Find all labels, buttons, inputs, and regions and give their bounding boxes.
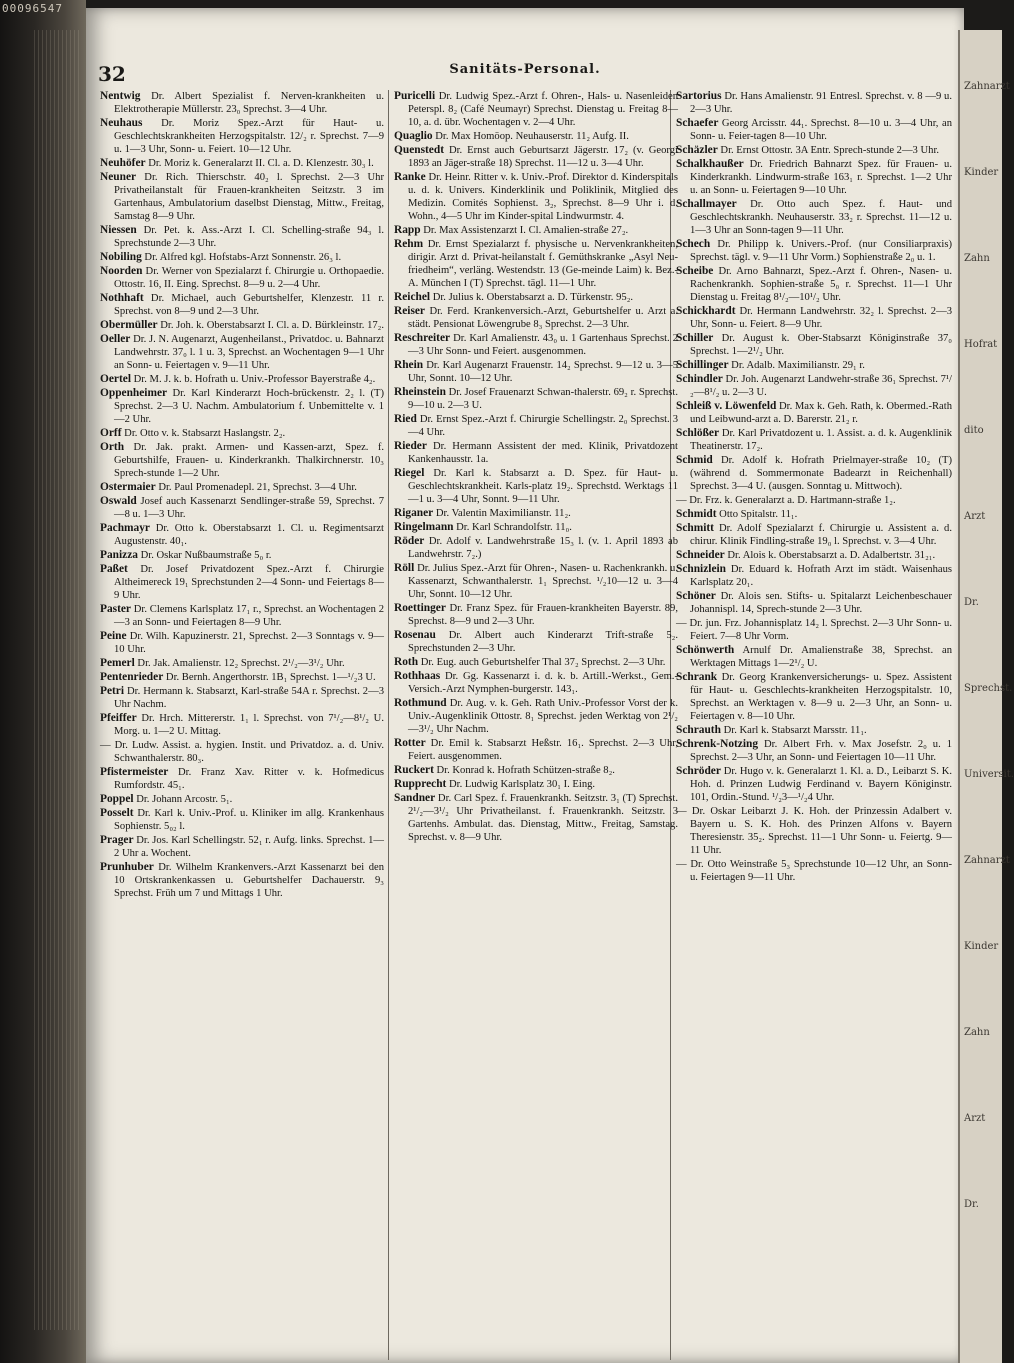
- book-gutter: [0, 0, 86, 1363]
- directory-entry: [394, 90, 678, 129]
- column-middle: [394, 90, 678, 845]
- entry-text: Dr. Max k. Geh. Rath, k. Obermed.-Rath und Leibwund-arzt a. D. Barerstr. 21₂ r.: [690, 401, 952, 425]
- entry-text: Dr. Jak. Amalienstr. 12₂ Sprechst. 2¹/₂—3¹/₂ Uhr.: [134, 658, 345, 669]
- entry-text: Dr. Adolf k. Hofrath Prielmayer-straße 10₂ (T) (während d. Sommermonate Badearzt in Reichenhall) Sprechst. 3—4 U. (ausgen. Sonntag u. Mittwoch).: [690, 455, 952, 492]
- directory-entry: [676, 549, 952, 562]
- entry-text: Dr. Heinr. Ritter v. k. Univ.-Prof. Direktor d. Kinderspitals u. d. k. Univers. Kinderklinik und Poliklinik, Mitglied des Medizin. Comités Sophienst. 3₂, Sprechst. 8—9 Uhr i. d. Wohn., 4—5 Uhr im Kinder-spital Lindwurmstr. 4.: [408, 172, 678, 222]
- entry-text: Dr. Konrad k. Hofrath Schützen-straße 8₂.: [433, 765, 615, 776]
- entry-name: Schmidt: [676, 508, 717, 520]
- entry-name: Schröder: [676, 765, 721, 777]
- directory-entry: [100, 834, 384, 860]
- entry-text: Dr. Karl Kinderarzt Hoch-brückenstr. 2₂ l. (T) Sprechst. 2—3 U. Nachm. Ambulatorium f. Unbemittelte v. 1—2 Uhr.: [114, 388, 384, 425]
- edge-fragment: Arzt: [964, 1113, 986, 1124]
- entry-text: Dr. Hans Amalienstr. 91 Entresl. Sprechst. v. 8 —9 u. 2—3 Uhr.: [690, 91, 952, 115]
- entry-name: Ranke: [394, 171, 426, 183]
- edge-fragment: Sprechst.: [964, 683, 1013, 694]
- directory-entry: [100, 549, 384, 562]
- directory-entry: [394, 764, 678, 777]
- entry-name: Neuhöfer: [100, 157, 146, 169]
- entry-name: Schmitt: [676, 522, 714, 534]
- entry-name: Oeller: [100, 333, 131, 345]
- entry-name: Ostermaier: [100, 481, 156, 493]
- entry-text: Dr. Albert auch Kinderarzt Trift-straße 5₂. Sprechstunden 2—3 Uhr.: [408, 630, 678, 654]
- entry-text: Dr. Wilhelm Krankenvers.-Arzt Kassenarzt bei den 10 Ortskrankenkassen u. Geburtshelfer Dachauerstr. 9₃ Sprechst. Früh um 7 und Mittags 1 Uhr.: [114, 862, 384, 899]
- entry-name: Schrenk-Notzing: [676, 738, 759, 750]
- directory-entry: [100, 766, 384, 792]
- edge-fragment: Arzt: [964, 511, 986, 522]
- directory-entry: [100, 793, 384, 806]
- entry-name: Nothhaft: [100, 292, 144, 304]
- edge-fragment: Dr.: [964, 1199, 979, 1210]
- entry-name: Ried: [394, 413, 417, 425]
- entry-text: Dr. Karl Augenarzt Frauenstr. 14₂ Sprechst. 9—12 u. 3—5 Uhr, Sonnt. 10—12 Uhr.: [408, 360, 678, 384]
- directory-entry: [676, 724, 952, 737]
- entry-name: Rothhaas: [394, 670, 441, 682]
- entry-name: Rheinstein: [394, 386, 446, 398]
- entry-text: Dr. Albert Frh. v. Max Josefstr. 2₀ u. 1 Sprechst. 2—3 Uhr, an Sonn- und Feiertagen 10—11 Uhr.: [690, 739, 952, 763]
- entry-text: Dr. Valentin Maximilianstr. 11₂.: [433, 508, 571, 519]
- entry-text: Dr. Johann Arcostr. 5₁.: [133, 794, 233, 805]
- entry-name: Rapp: [394, 224, 421, 236]
- directory-entry: [100, 333, 384, 372]
- directory-entry: [394, 670, 678, 696]
- entry-text: Dr. August k. Ober-Stabsarzt Königinstraße 37₀ Sprechst. 1—2¹/₂ Uhr.: [690, 333, 952, 357]
- entry-name: Riegel: [394, 467, 425, 479]
- edge-fragment: Hofrat: [964, 339, 998, 350]
- directory-entry: [394, 521, 678, 534]
- directory-entry: [676, 198, 952, 237]
- entry-name: Neuner: [100, 171, 137, 183]
- directory-entry: [676, 117, 952, 143]
- entry-text: Dr. Hermann k. Stabsarzt, Karl-straße 54A r. Sprechst. 2—3 Uhr Nachm.: [114, 686, 384, 710]
- entry-name: Pemerl: [100, 657, 135, 669]
- entry-name: Schillinger: [676, 359, 729, 371]
- directory-entry: [100, 441, 384, 480]
- book-page: [86, 8, 964, 1363]
- entry-name: Noorden: [100, 265, 143, 277]
- entry-text: Dr. Aug. v. k. Geh. Rath Univ.-Professor Vorst der k. Univ.-Augenklinik Ottostr. 8₁ Sprechst. jeden Werktag von 2¹/₂—3¹/₂ Uhr Nachm.: [408, 698, 678, 735]
- page-edges: [34, 30, 80, 1330]
- directory-entry: [676, 765, 952, 804]
- directory-entry: [100, 90, 384, 116]
- directory-entry: [394, 238, 678, 290]
- entry-name: Pachmayr: [100, 522, 150, 534]
- entry-text: Dr. Joh. Augenarzt Landwehr-straße 36₁ Sprechst. 7¹/₂—8¹/₂ u. 2—3 U.: [690, 374, 952, 398]
- entry-text: — Dr. Frz. k. Generalarzt a. D. Hartmann-straße 1₂.: [676, 495, 896, 506]
- entry-name: Sartorius: [676, 90, 722, 102]
- entry-text: Dr. Adolf v. Landwehrstraße 15₃ l. (v. 1. April 1893 ab Landwehrstr. 7₂.): [408, 536, 678, 560]
- entry-name: Röll: [394, 562, 415, 574]
- entry-text: Dr. Oskar Nußbaumstraße 5₀ r.: [137, 550, 272, 561]
- entry-text: — Dr. Ludw. Assist. a. hygien. Instit. und Privatdoz. a. d. Univ. Schwanthalerstr. 80₃.: [100, 740, 384, 764]
- edge-fragment: Zahnarzt: [964, 81, 1010, 92]
- directory-entry: [394, 305, 678, 331]
- entry-name: Rotter: [394, 737, 426, 749]
- edge-fragment: Dr.: [964, 597, 979, 608]
- directory-entry: [676, 265, 952, 304]
- entry-text: Dr. Julius k. Oberstabsarzt a. D. Türkenstr. 95₂.: [430, 292, 634, 303]
- directory-entry: [100, 171, 384, 223]
- entry-name: Peine: [100, 630, 127, 642]
- directory-entry: [100, 739, 384, 765]
- entry-name: Schiller: [676, 332, 714, 344]
- entry-name: Schöner: [676, 590, 716, 602]
- entry-name: Rhein: [394, 359, 424, 371]
- entry-text: Dr. Karl Schrandolfstr. 11₀.: [453, 522, 572, 533]
- directory-entry: [394, 224, 678, 237]
- entry-text: Dr. Pet. k. Ass.-Arzt I. Cl. Schelling-straße 94₃ l. Sprechstunde 2—3 Uhr.: [114, 225, 384, 249]
- entry-name: Orff: [100, 427, 122, 439]
- entry-name: Schaefer: [676, 117, 719, 129]
- edge-fragment: Kinder: [964, 941, 999, 952]
- edge-fragment: Kinder: [964, 167, 999, 178]
- entry-text: — Dr. Oskar Leibarzt J. K. Hoh. der Prinzessin Adalbert v. Bayern u. S. K. Hoh. des Prinzen Alfons v. Bayern Theresienstr. 35₂. Sprechst. 11—1 Uhr Sonn- u. Feiertg. 9—11 Uhr.: [676, 806, 952, 856]
- entry-text: Dr. Wilh. Kapuzinerstr. 21, Sprechst. 2—3 Sonntags v. 9—10 Uhr.: [114, 631, 384, 655]
- column-left: [100, 90, 384, 901]
- directory-entry: [394, 792, 678, 844]
- entry-name: Röder: [394, 535, 425, 547]
- entry-name: Posselt: [100, 807, 134, 819]
- directory-entry: [394, 332, 678, 358]
- directory-entry: [676, 563, 952, 589]
- entry-name: Schrank: [676, 671, 718, 683]
- directory-entry: [394, 171, 678, 223]
- entry-text: — Dr. jun. Frz. Johannisplatz 14₂ l. Sprechst. 2—3 Uhr Sonn- u. Feiert. 7—8 Uhr Vorm.: [676, 618, 952, 642]
- directory-entry: [394, 507, 678, 520]
- directory-entry: [100, 671, 384, 684]
- directory-entry: [100, 522, 384, 548]
- entry-name: Schäzler: [676, 144, 718, 156]
- entry-name: Oswald: [100, 495, 137, 507]
- entry-text: Dr. Werner von Spezialarzt f. Chirurgie u. Orthopaedie. Ottostr. 16, II. Eing. Sprechst. 8—9 u. 2—4 Uhr.: [114, 266, 384, 290]
- directory-entry: [100, 807, 384, 833]
- directory-entry: [676, 858, 952, 884]
- entry-name: Neuhaus: [100, 117, 143, 129]
- entry-text: Dr. Hugo v. k. Generalarzt 1. Kl. a. D., Leibarzt S. K. Hoh. d. Prinzen Ludwig Ferdinand v. Bayern Königinstr. 101, Ordin.-Stund. ¹/₂3—¹/₂4 Uhr.: [690, 766, 952, 803]
- entry-text: Dr. Moriz Spez.-Arzt für Haut- u. Geschlechtskrankheiten Herzogspitalstr. 12/₂ r. Sprechst. 7—9 u. 1—3 Uhr, Sonn- u. Feiert. 10—12 Uhr.: [114, 118, 384, 155]
- entry-name: Schickhardt: [676, 305, 736, 317]
- directory-entry: [394, 467, 678, 506]
- entry-name: Schallmayer: [676, 198, 737, 210]
- entry-name: Reiser: [394, 305, 425, 317]
- directory-entry: [394, 737, 678, 763]
- entry-text: Georg Arcisstr. 44₁. Sprechst. 8—10 u. 3—4 Uhr, an Sonn- u. Feier-tagen 8—10 Uhr.: [690, 118, 952, 142]
- entry-text: Dr. Karl Amalienstr. 43₀ u. 1 Gartenhaus Sprechst. 2—3 Uhr Sonn- und Feiert. ausgenommen.: [408, 333, 678, 357]
- running-title: Sanitäts-Personal.: [449, 62, 601, 77]
- entry-text: Dr. Carl Spez. f. Frauenkrankh. Seitzstr. 3₁ (T) Sprechst. 2¹/₂—3¹/₂ Uhr Privatheilanst. f. Frauenkrankh. Seitzstr. 3 Gartenhs. Ambulat. das. Dienstag, Mittw., Freitag, Samstag. Sprechst. v. 8—9 Uhr.: [408, 793, 678, 843]
- entry-name: Quaglio: [394, 130, 433, 142]
- entry-name: Rehm: [394, 238, 424, 250]
- directory-entry: [676, 238, 952, 264]
- directory-entry: [100, 563, 384, 602]
- directory-entry: [676, 522, 952, 548]
- entry-name: Schönwerth: [676, 644, 735, 656]
- entry-name: Petri: [100, 685, 125, 697]
- entry-text: Dr. Franz Spez. für Frauen-krankheiten Bayerstr. 89, Sprechst. 8—9 und 2—3 Uhr.: [408, 603, 678, 627]
- directory-entry: [100, 387, 384, 426]
- entry-text: Dr. Hermann Landwehrstr. 32₂ l. Sprechst. 2—3 Uhr, Sonn- u. Feiert. 8—9 Uhr.: [690, 306, 952, 330]
- directory-entry: [100, 117, 384, 156]
- directory-entry: [394, 386, 678, 412]
- directory-entry: [676, 305, 952, 331]
- entry-name: Prunhuber: [100, 861, 154, 873]
- entry-name: Ruckert: [394, 764, 434, 776]
- entry-text: Dr. Ernst auch Geburtsarzt Jägerstr. 17₂ (v. Georgi 1893 an Jäger-straße 18) Sprechst. 11—12 u. 3—4 Uhr.: [408, 145, 678, 169]
- entry-text: Dr. Ernst Spezialarzt f. physische u. Nervenkrankheiten, dirigir. Arzt d. Privat-heilanstalt f. Gemüthskranke „Asyl Neu-friedheim“, verläng. Westendstr. 13 (Ge-meinde Laim) k. Bez.-A. München I (T) Sprechst. tägl. 11—1 Uhr.: [408, 239, 678, 289]
- directory-entry: [100, 319, 384, 332]
- entry-text: Dr. Eduard k. Hofrath Arzt im städt. Waisenhaus Karlsplatz 20₁.: [690, 564, 952, 588]
- entry-text: Dr. Karl Privatdozent u. 1. Assist. a. d. k. Augenklinik Theatinerstr. 17₂.: [690, 428, 952, 452]
- entry-text: Dr. Josef Frauenarzt Schwan-thalerstr. 69₂ r. Sprechst. 9—10 u. 2—3 U.: [408, 387, 678, 411]
- directory-entry: [100, 427, 384, 440]
- entry-name: Nentwig: [100, 90, 141, 102]
- entry-name: Schech: [676, 238, 711, 250]
- entry-text: Dr. Ferd. Krankenversich.-Arzt, Geburtshelfer u. Arzt a. städt. Pensionat Löwengrube 8₃ Sprechst. 2—3 Uhr.: [408, 306, 678, 330]
- entry-text: Dr. Josef Privatdozent Spez.-Arzt f. Chirurgie Altheimereck 19₁ Sprechstunden 2—4 Sonn- und Feiertags 8—9 Uhr.: [114, 564, 384, 601]
- edge-fragment: dito: [964, 425, 984, 436]
- directory-entry: [394, 629, 678, 655]
- entry-text: Dr. Georg Krankenversicherungs- u. Spez. Assistent für Haut- u. Geschlechts-krankheiten Herzogspitalstr. 10, Sprechst. an Werktagen v. 8—9 u. 2—3 Uhr, an Sonn- u. Feiertagen v. 8—10 Uhr.: [690, 672, 952, 722]
- directory-entry: [394, 535, 678, 561]
- directory-entry: [676, 617, 952, 643]
- directory-entry: [100, 481, 384, 494]
- entry-text: Dr. Moriz k. Generalarzt II. Cl. a. D. Klenzestr. 30₃ l.: [145, 158, 374, 169]
- entry-text: Dr. Julius Spez.-Arzt für Ohren-, Nasen- u. Rachenkrankh. u. Kassenarzt, Schwanthalerstr. 1₁ Sprechst. ¹/₂10—12 u. 3—4 Uhr, Sonnt. 10—12 Uhr.: [408, 563, 678, 600]
- entry-text: Dr. Bernh. Angerthorstr. 1B₁ Sprechst. 1—¹/₂3 U.: [163, 672, 376, 683]
- edge-fragment: Zahn: [964, 253, 990, 264]
- entry-text: Dr. Franz Xav. Ritter v. k. Hofmedicus Rumfordstr. 45₁.: [114, 767, 384, 791]
- directory-entry: [676, 400, 952, 426]
- directory-entry: [100, 292, 384, 318]
- directory-entry: [394, 359, 678, 385]
- entry-name: Roth: [394, 656, 419, 668]
- entry-name: Sandner: [394, 792, 436, 804]
- directory-entry: [676, 644, 952, 670]
- directory-entry: [394, 602, 678, 628]
- entry-name: Reschreiter: [394, 332, 451, 344]
- directory-entry: [676, 158, 952, 197]
- entry-text: Dr. Karl k. Univ.-Prof. u. Kliniker im allg. Krankenhaus Sophienstr. 5₀₂ l.: [114, 808, 384, 832]
- entry-name: Rupprecht: [394, 778, 447, 790]
- edge-fragment: Zahnarzt: [964, 855, 1010, 866]
- entry-text: Dr. Adolf Spezialarzt f. Chirurgie u. Assistent a. d. chirur. Klinik Findling-straße 19₀ l. Sprechst. v. 3—4 Uhr.: [690, 523, 952, 547]
- entry-text: Dr. Arno Bahnarzt, Spez.-Arzt f. Ohren-, Nasen- u. Rachenkrankh. Sophien-straße 5₀ r. Sprechst. 11—1 Uhr Dienstag u. Freitag 8¹/₂—10¹/₂ Uhr.: [690, 266, 952, 303]
- entry-text: Dr. Rich. Thierschstr. 40₂ l. Sprechst. 2—3 Uhr Privatheilanstalt für Frauen-krankheiten Seitzstr. 3 im Gartenhaus, Ambulatorium daselbst Dienstag, Mittw., Freitag, Samstag 8—9 Uhr.: [114, 172, 384, 222]
- directory-entry: [394, 144, 678, 170]
- entry-text: Dr. Friedrich Bahnarzt Spez. für Frauen- u. Kinderkrankh. Lindwurm-straße 163₁ r. Sprechst. 1—2 Uhr u. an Sonn- u. Feiertagen 9—10 Uhr.: [690, 159, 952, 196]
- entry-text: Dr. Michael, auch Geburtshelfer, Klenzestr. 11 r. Sprechst. von 8—9 und 2—3 Uhr.: [114, 293, 384, 317]
- entry-text: Dr. Eug. auch Geburtshelfer Thal 37₂ Sprechst. 2—3 Uhr.: [418, 657, 666, 668]
- next-page-edge: [958, 30, 1014, 1363]
- entry-name: Scheibe: [676, 265, 714, 277]
- directory-entry: [676, 508, 952, 521]
- directory-entry: [100, 157, 384, 170]
- entry-text: Dr. Jak. prakt. Armen- und Kassen-arzt, Spez. f. Geburtshilfe, Frauen- u. Kinderkrankh. Thalkirchnerstr. 10₃ Sprech-stunde 1—2 Uhr.: [114, 442, 384, 479]
- directory-entry: [676, 494, 952, 507]
- directory-entry: [100, 251, 384, 264]
- directory-entry: [100, 685, 384, 711]
- entry-name: Pfistermeister: [100, 766, 169, 778]
- directory-entry: [394, 562, 678, 601]
- entry-name: Reichel: [394, 291, 431, 303]
- directory-entry: [100, 712, 384, 738]
- entry-text: Dr. Ludwig Karlsplatz 30₁ I. Eing.: [446, 779, 596, 790]
- entry-name: Schalkhaußer: [676, 158, 744, 170]
- entry-text: Dr. Karl k. Stabsarzt Marsstr. 11₁.: [720, 725, 867, 736]
- entry-text: Dr. Ernst Ottostr. 3A Entr. Sprech-stunde 2—3 Uhr.: [717, 145, 940, 156]
- directory-entry: [100, 495, 384, 521]
- entry-name: Ringelmann: [394, 521, 454, 533]
- directory-entry: [100, 265, 384, 291]
- directory-entry: [676, 427, 952, 453]
- directory-entry: [676, 454, 952, 493]
- entry-text: Dr. Karl k. Stabsarzt a. D. Spez. für Haut- u. Geschlechtskrankheit. Karls-platz 19₂. Sprechstd. Werktags 11—1 u. 3—4 Uhr, Sonnt. 9—11 Uhr.: [408, 468, 678, 505]
- entry-text: Dr. Joh. k. Oberstabsarzt I. Cl. a. D. Bürkleinstr. 17₂.: [157, 320, 385, 331]
- entry-text: Dr. Ernst Spez.-Arzt f. Chirurgie Schellingstr. 2₀ Sprechst. 3—4 Uhr.: [408, 414, 678, 438]
- entry-text: Dr. Paul Promenadepl. 21, Sprechst. 3—4 Uhr.: [155, 482, 357, 493]
- entry-name: Puricelli: [394, 90, 436, 102]
- directory-entry: [100, 224, 384, 250]
- directory-entry: [394, 413, 678, 439]
- entry-text: Dr. J. N. Augenarzt, Augenheilanst., Privatdoc. u. Bahnarzt Landwehrstr. 37₀ l. 1 u. 3, Sprechst. an Wochentagen 9—1 Uhr an Sonn- u. Feiertagen v. 9—11 Uhr.: [114, 334, 384, 371]
- entry-name: Schlößer: [676, 427, 720, 439]
- entry-text: Dr. Albert Spezialist f. Nerven-krankheiten u. Elektrotherapie Müllerstr. 23₀ Sprechst. 3—4 Uhr.: [114, 91, 384, 115]
- entry-name: Obermüller: [100, 319, 158, 331]
- entry-name: Rothmund: [394, 697, 447, 709]
- column-right: [676, 90, 952, 885]
- directory-entry: [100, 657, 384, 670]
- entry-text: Josef auch Kassenarzt Sendlinger-straße 59, Sprechst. 7—8 u. 1—3 Uhr.: [114, 496, 384, 520]
- entry-text: Dr. Gg. Kassenarzt i. d. k. b. Artill.-Werkst., Gem.-Versich.-Arzt Nymphen-burgerstr. 143₁.: [408, 671, 678, 695]
- directory-entry: [676, 805, 952, 857]
- entry-text: Dr. Hermann Assistent der med. Klinik, Privatdozent Kankenhausstr. 1a.: [408, 441, 678, 465]
- entry-name: Paster: [100, 603, 131, 615]
- entry-text: Dr. Clemens Karlsplatz 17₁ r., Sprechst. an Wochentagen 2—3 an Sonn- und Feiertagen 8—9 Uhr.: [114, 604, 384, 628]
- entry-name: Schneider: [676, 549, 725, 561]
- directory-entry: [394, 697, 678, 736]
- directory-entry: [676, 590, 952, 616]
- entry-name: Rieder: [394, 440, 427, 452]
- entry-name: Pentenrieder: [100, 671, 164, 683]
- entry-name: Paßet: [100, 563, 128, 575]
- directory-entry: [394, 656, 678, 669]
- entry-text: Dr. Emil k. Stabsarzt Heßstr. 16₁. Sprechst. 2—3 Uhr, Feiert. ausgenommen.: [408, 738, 678, 762]
- scan-id: 00096547: [2, 2, 63, 15]
- entry-text: Dr. Philipp k. Univers.-Prof. (nur Consiliarpraxis) Sprechst. tägl. v. 9—11 Uhr Vorm.) Sophienstraße 2₀ u. 1.: [690, 239, 952, 263]
- entry-name: Schnizlein: [676, 563, 727, 575]
- entry-text: Dr. Otto auch Spez. f. Haut- und Geschlechtskrankh. Neuhauserstr. 33₂ r. Sprechst. 11—12 u. 1—3 Uhr an Sonn-tagen 9—11 Uhr.: [690, 199, 952, 236]
- directory-entry: [100, 861, 384, 900]
- directory-entry: [676, 671, 952, 723]
- entry-name: Orth: [100, 441, 125, 453]
- entry-text: Dr. Max Assistenzarzt I. Cl. Amalien-straße 27₂.: [420, 225, 629, 236]
- directory-entry: [676, 738, 952, 764]
- directory-entry: [676, 144, 952, 157]
- entry-name: Riganer: [394, 507, 434, 519]
- entry-name: Oppenheimer: [100, 387, 168, 399]
- entry-name: Niessen: [100, 224, 137, 236]
- directory-entry: [394, 440, 678, 466]
- entry-text: Dr. Alfred kgl. Hofstabs-Arzt Sonnenstr. 26₃ l.: [141, 252, 342, 263]
- entry-name: Pfeiffer: [100, 712, 137, 724]
- entry-text: Dr. Otto k. Oberstabsarzt 1. Cl. u. Regimentsarzt Augustenstr. 40₁.: [114, 523, 384, 547]
- directory-entry: [100, 603, 384, 629]
- directory-entry: [394, 778, 678, 791]
- entry-text: Dr. Alois sen. Stifts- u. Spitalarzt Leichenbeschauer Johannispl. 14, Sprech-stunde 2—3 Uhr.: [690, 591, 952, 615]
- entry-text: Dr. Jos. Karl Schellingstr. 52₁ r. Aufg. links. Sprechst. 1—2 Uhr a. Wochent.: [114, 835, 384, 859]
- entry-name: Schleiß v. Löwenfeld: [676, 400, 777, 412]
- entry-text: Dr. Alois k. Oberstabsarzt a. D. Adalbertstr. 31₂₁.: [724, 550, 936, 561]
- directory-entry: [100, 373, 384, 386]
- directory-entry: [676, 373, 952, 399]
- entry-text: Dr. M. J. k. b. Hofrath u. Univ.-Professor Bayerstraße 4₂.: [131, 374, 376, 385]
- directory-entry: [394, 130, 678, 143]
- entry-text: Dr. Ludwig Spez.-Arzt f. Ohren-, Hals- u. Nasenleiden Peterspl. 8₂ (Café Neumayr) Sprechst. Dienstag u. Freitag 8—10, a. d. übr. Wochentagen v. 2—4 Uhr.: [408, 91, 678, 128]
- page-number: 32: [98, 62, 126, 86]
- page-header: [86, 54, 964, 84]
- entry-name: Prager: [100, 834, 134, 846]
- edge-fragment: Universit.: [964, 769, 1014, 780]
- entry-text: — Dr. Otto Weinstraße 5₃ Sprechstunde 10—12 Uhr, an Sonn- u. Feiertagen 9—11 Uhr.: [676, 859, 952, 883]
- entry-text: Dr. Adalb. Maximilianstr. 29₁ r.: [728, 360, 865, 371]
- entry-name: Schmid: [676, 454, 713, 466]
- directory-entry: [676, 90, 952, 116]
- directory-entry: [100, 630, 384, 656]
- directory-entry: [676, 359, 952, 372]
- entry-name: Panizza: [100, 549, 138, 561]
- entry-text: Dr. Max Homöop. Neuhauserstr. 11₂ Aufg. II.: [432, 131, 629, 142]
- directory-entry: [394, 291, 678, 304]
- entry-name: Schindler: [676, 373, 723, 385]
- entry-text: Dr. Otto v. k. Stabsarzt Haslangstr. 2₂.: [121, 428, 286, 439]
- entry-name: Roettinger: [394, 602, 446, 614]
- entry-text: Otto Spitalstr. 11₁.: [716, 509, 798, 520]
- entry-text: Arnulf Dr. Amalienstraße 38, Sprechst. an Werktagen Mittags 1—2¹/₂ U.: [690, 645, 952, 669]
- column-divider-1: [388, 90, 389, 1360]
- entry-name: Schrauth: [676, 724, 721, 736]
- directory-entry: [676, 332, 952, 358]
- edge-fragment: Zahn: [964, 1027, 990, 1038]
- entry-text: Dr. Hrch. Mittererstr. 1₁ l. Sprechst. von 7¹/₂—8¹/₂ U. Morg. u. 1—2 U. Mittag.: [114, 713, 384, 737]
- entry-name: Rosenau: [394, 629, 436, 641]
- entry-name: Oertel: [100, 373, 131, 385]
- entry-name: Nobiling: [100, 251, 142, 263]
- entry-name: Quenstedt: [394, 144, 444, 156]
- entry-name: Poppel: [100, 793, 134, 805]
